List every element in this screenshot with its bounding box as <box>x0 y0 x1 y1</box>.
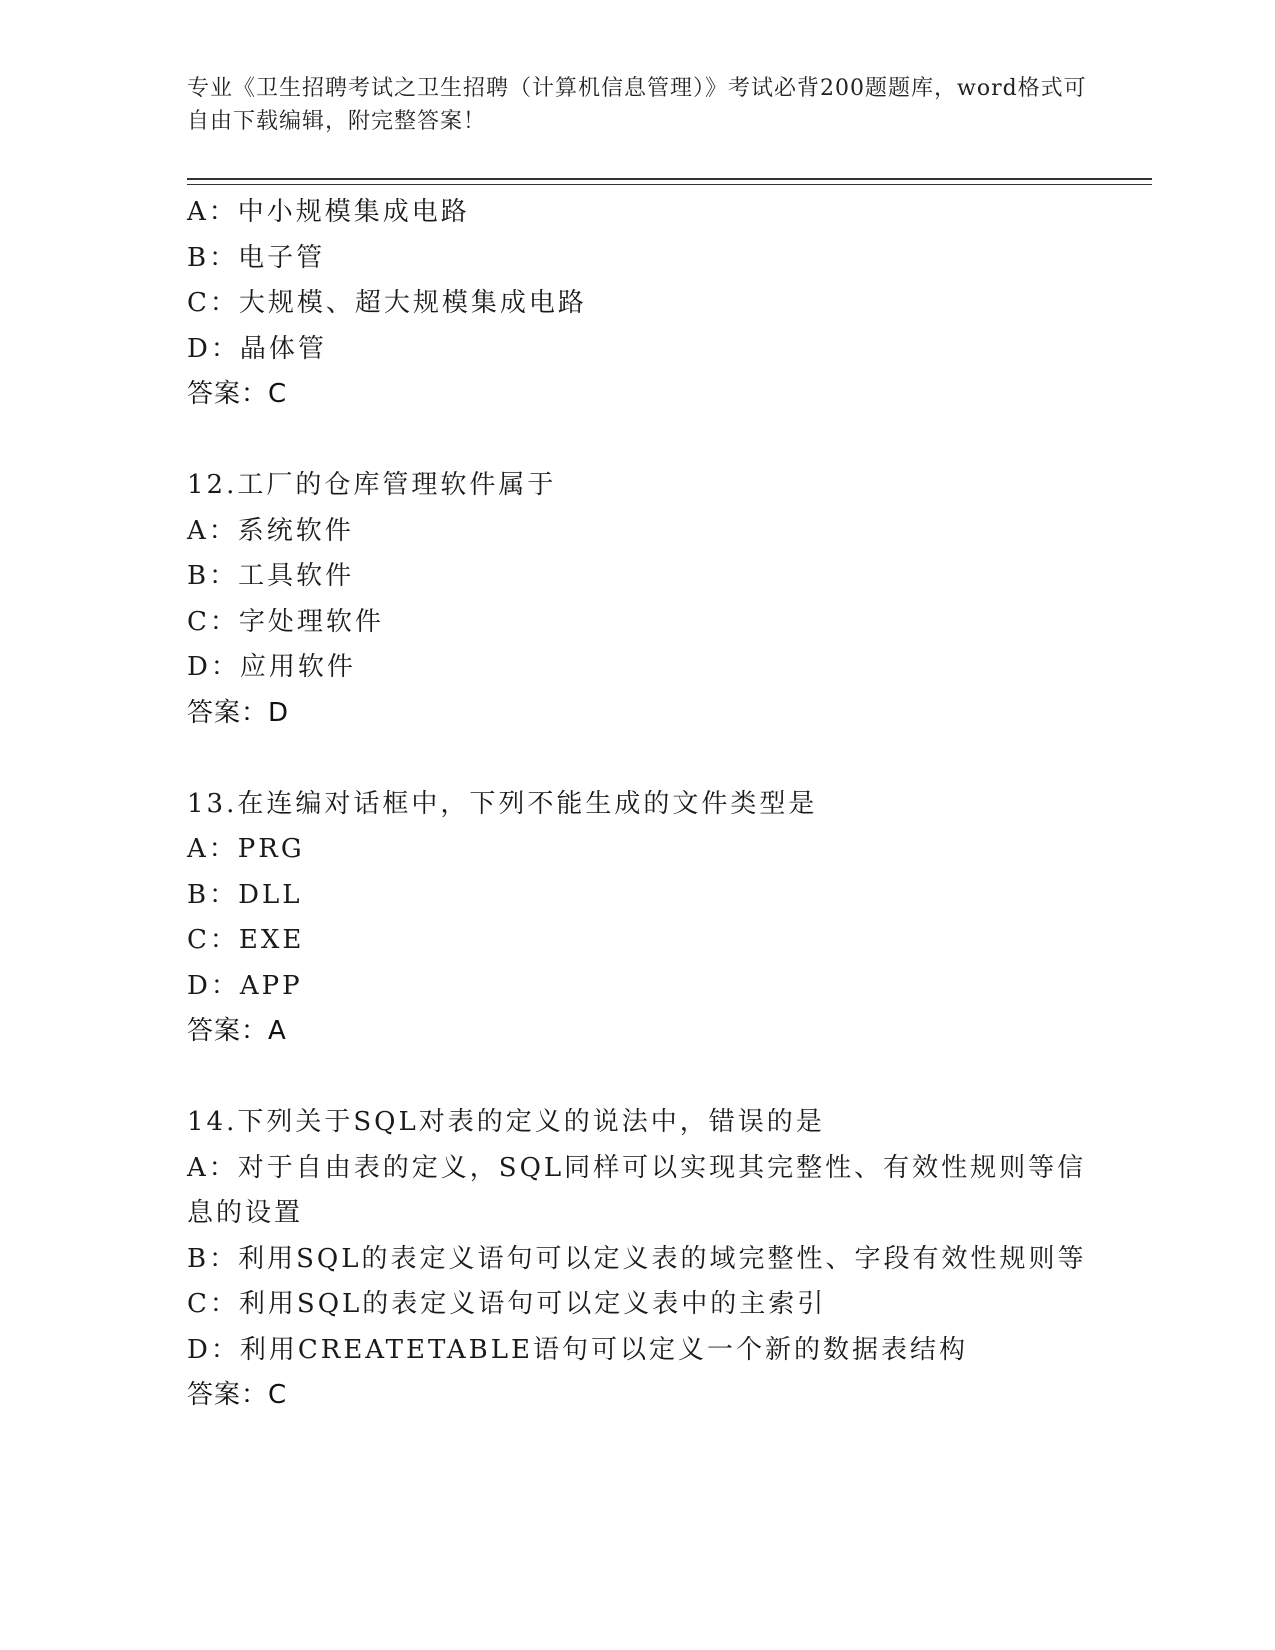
option-d: D：应用软件 <box>187 652 356 682</box>
answer-line: 答案：C <box>187 379 288 409</box>
question-text: 12.工厂的仓库管理软件属于 <box>187 470 557 500</box>
option-a: A：中小规模集成电路 <box>187 197 470 227</box>
question-text: 13.在连编对话框中，下列不能生成的文件类型是 <box>187 788 818 819</box>
header-divider-thick <box>187 178 1152 180</box>
question-list <box>187 190 1087 1419</box>
option-a: A：对于自由表的定义，SQL同样可以实现其完整性、有效性规则等信息的设置 <box>187 1152 1087 1228</box>
option-d: D：APP <box>187 970 303 1001</box>
question-11-block <box>187 190 1087 418</box>
option-c: C：利用SQL的表定义语句可以定义表中的主索引 <box>187 1289 827 1319</box>
option-c: C：字处理软件 <box>187 606 384 637</box>
question-13-block <box>187 782 1087 1055</box>
question-12-block <box>187 463 1087 736</box>
option-c: C：大规模、超大规模集成电路 <box>187 288 587 318</box>
header-divider-thin <box>187 184 1152 185</box>
spacer <box>187 1055 1087 1101</box>
question-text: 14.下列关于SQL对表的定义的说法中，错误的是 <box>187 1107 825 1137</box>
answer-line: 答案：D <box>187 697 290 728</box>
option-d: D：晶体管 <box>187 333 327 364</box>
option-b: B：工具软件 <box>187 561 355 591</box>
option-b: B：DLL <box>187 879 303 910</box>
spacer <box>187 418 1087 464</box>
option-c: C：EXE <box>187 925 305 955</box>
option-b: B：电子管 <box>187 242 326 273</box>
option-d: D：利用CREATETABLE语句可以定义一个新的数据表结构 <box>187 1334 969 1365</box>
option-a: A：系统软件 <box>187 515 354 546</box>
question-14-block <box>187 1100 1087 1419</box>
answer-line: 答案：A <box>187 1016 287 1046</box>
option-b: B：利用SQL的表定义语句可以定义表的域完整性、字段有效性规则等 <box>187 1243 1087 1274</box>
answer-line: 答案：C <box>187 1380 288 1410</box>
spacer <box>187 736 1087 782</box>
option-a: A：PRG <box>187 834 305 864</box>
document-header: 专业《卫生招聘考试之卫生招聘（计算机信息管理）》考试必背200题题库，word格式可自由下载编辑，附完整答案！ <box>187 76 1087 134</box>
